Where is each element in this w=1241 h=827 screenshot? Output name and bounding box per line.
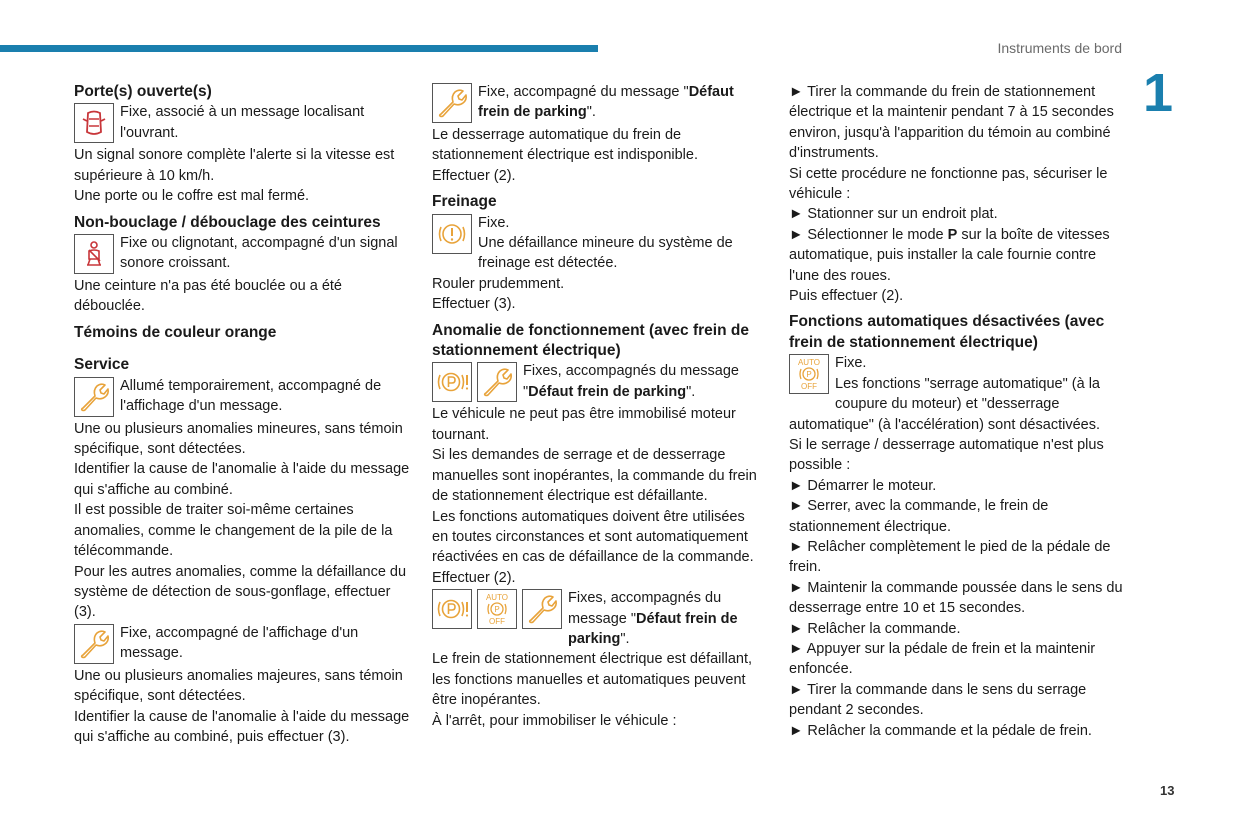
bullet-6: ► Relâcher complètement le pied de la pédale de frein. (789, 538, 1111, 576)
svg-text:P: P (806, 370, 812, 380)
indicator-row-porte (74, 102, 410, 145)
service-para-3: Il est possible de traiter soi-même certaines anomalies, comme le changement de la pile de la télécommande. (74, 502, 393, 560)
page-number: 13 (1160, 783, 1175, 798)
wrench-icon (522, 589, 562, 629)
anomalie-para-1: Le véhicule ne peut pas être immobilisé moteur tournant. (432, 406, 736, 443)
heading-service: Service (74, 356, 130, 374)
defaut-icon-text: Fixe, accompagné du message "Défaut frein de parking". (478, 84, 734, 121)
service-icon-text: Allumé temporairement, accompagné de l'affichage d'un message. (120, 377, 382, 415)
anomalie2-para-2: À l'arrêt, pour immobiliser le véhicule : (432, 712, 677, 729)
bullet-5: ► Serrer, avec la commande, le frein de stationnement électrique. (789, 498, 1049, 535)
service-para-4: Pour les autres anomalies, comme la défaillance du système de détection de sous-gonflage, effectuer (3). (74, 563, 407, 621)
wrench-icon (432, 83, 472, 123)
heading-freinage: Freinage (432, 193, 497, 211)
heading-auto: Fonctions automatiques désactivées (avec frein de stationnement électrique) (789, 313, 1105, 351)
indicator-row-service-2 (74, 623, 410, 666)
auto-off-icon (789, 354, 829, 394)
bullet-9: ► Appuyer sur la pédale de frein et la maintenir enfoncée. (789, 640, 1096, 678)
bullet-7: ► Maintenir la commande poussée dans le sens du desserrage entre 10 et 15 secondes. (789, 579, 1123, 617)
service2-icon-text: Fixe, accompagné de l'affichage d'un message. (120, 624, 359, 662)
parking-brake-icon (432, 589, 472, 629)
indicator-row-defaut (432, 82, 762, 125)
anomalie-para-3: Les fonctions automatiques doivent être utilisées en toutes circonstances et sont automatiquement réactivées en cas de défaillance de la commande. (432, 508, 754, 566)
para-3: Si le serrage / desserrage automatique n'est plus possible : (789, 436, 1104, 474)
indicator-row-auto (789, 353, 1125, 435)
brake-warning-icon (432, 214, 472, 254)
indicator-row-anomalie-2 (432, 588, 762, 649)
freinage-para-1: Rouler prudemment. (432, 275, 565, 292)
seatbelt-icon (74, 234, 114, 274)
indicator-row-service (74, 376, 410, 419)
svg-text:P: P (494, 605, 500, 615)
auto-icon-text: Fixe. (835, 355, 867, 372)
freinage-icon-text: Fixe. (478, 214, 510, 231)
wrench-icon (74, 377, 114, 417)
heading-anomalie: Anomalie de fonctionnement (avec frein de stationnement électrique) (432, 321, 749, 360)
door-open-icon (74, 103, 114, 143)
defaut-para-2: Effectuer (2). (432, 167, 516, 184)
auto-off-icon (477, 589, 517, 629)
header-accent-bar (0, 45, 598, 52)
bullet-1: ► Tirer la commande du frein de stationnement électrique et la maintenir pendant 7 à 15 secondes environ, jusqu'à l'apparition du témoin au combiné d'instruments. (789, 84, 1114, 162)
service2-para-2: Identifier la cause de l'anomalie à l'aide du message qui s'affiche au combiné, puis effectuer (3). (74, 708, 410, 745)
indicator-row-anomalie (432, 361, 762, 404)
anomalie-icon-text: Fixes, accompagnés du message "Défaut frein de parking". (523, 363, 739, 400)
svg-text:OFF: OFF (801, 382, 817, 392)
heading-ceinture: Non-bouclage / débouclage des ceintures (74, 213, 381, 231)
porte-icon-text: Fixe, associé à un message localisant l'ouvrant. (120, 104, 365, 141)
bullet-8: ► Relâcher la commande. (789, 620, 961, 637)
indicator-row-ceinture (74, 233, 410, 276)
freinage-para-2: Effectuer (3). (432, 296, 516, 313)
para-1: Si cette procédure ne fonctionne pas, sécuriser le véhicule : (789, 165, 1108, 203)
bullet-4: ► Démarrer le moteur. (789, 477, 937, 494)
porte-para-1: Un signal sonore complète l'alerte si la vitesse est supérieure à 10 km/h. (74, 147, 395, 184)
column-1 (74, 82, 410, 747)
section-title: Instruments de bord (997, 40, 1122, 56)
column-3 (789, 82, 1125, 741)
svg-text:AUTO: AUTO (485, 593, 509, 603)
bullet-10: ► Tirer la commande dans le sens du serrage pendant 2 secondes. (789, 681, 1087, 719)
wrench-icon (477, 362, 517, 402)
porte-para-2: Une porte ou le coffre est mal fermé. (74, 188, 310, 205)
heading-porte: Porte(s) ouverte(s) (74, 83, 212, 100)
anomalie2-icon-text: Fixes, accompagnés du message "Défaut frein de parking". (568, 590, 738, 647)
anomalie2-para-1: Le frein de stationnement électrique est défaillant, les fonctions manuelles et automatiques peuvent être inopérantes. (432, 651, 753, 709)
parking-brake-icon (432, 362, 472, 402)
defaut-para-1: Le desserrage automatique du frein de stationnement électrique est indisponible. (432, 127, 698, 164)
freinage-icon-text-2: Une défaillance mineure du système de freinage est détectée. (478, 235, 733, 272)
svg-text:OFF: OFF (489, 617, 505, 627)
anomalie-para-2: Si les demandes de serrage et de desserrage manuelles sont inopérantes, la commande du frein de stationnement électrique est défaillante. (432, 447, 757, 505)
service-para-2: Identifier la cause de l'anomalie à l'aide du message qui s'affiche au combiné. (74, 461, 410, 498)
service2-para-1: Une ou plusieurs anomalies majeures, sans témoin spécifique, sont détectées. (74, 667, 403, 705)
ceinture-para-1: Une ceinture n'a pas été bouclée ou a été débouclée. (74, 278, 342, 315)
bullet-11: ► Relâcher la commande et la pédale de frein. (789, 722, 1092, 739)
bullet-2: ► Stationner sur un endroit plat. (789, 206, 998, 223)
indicator-row-freinage (432, 213, 762, 274)
svg-text:AUTO: AUTO (797, 358, 821, 368)
heading-orange: Témoins de couleur orange (74, 323, 277, 341)
anomalie-para-4: Effectuer (2). (432, 569, 516, 586)
ceinture-icon-text: Fixe ou clignotant, accompagné d'un signal sonore croissant. (120, 235, 398, 272)
para-2: Puis effectuer (2). (789, 288, 904, 305)
auto-icon-text-2: Les fonctions "serrage automatique" (à la coupure du moteur) et "desserrage automatique" (à l'accélération) sont désactivées. (789, 375, 1101, 433)
service-para-1: Une ou plusieurs anomalies mineures, sans témoin spécifique, sont détectées. (74, 420, 403, 458)
column-2 (432, 82, 762, 731)
wrench-icon (74, 624, 114, 664)
chapter-number: 1 (1143, 63, 1174, 123)
bullet-3: ► Sélectionner le mode P sur la boîte de vitesses automatique, puis installer la cale fournie contre l'une des roues. (789, 226, 1110, 284)
